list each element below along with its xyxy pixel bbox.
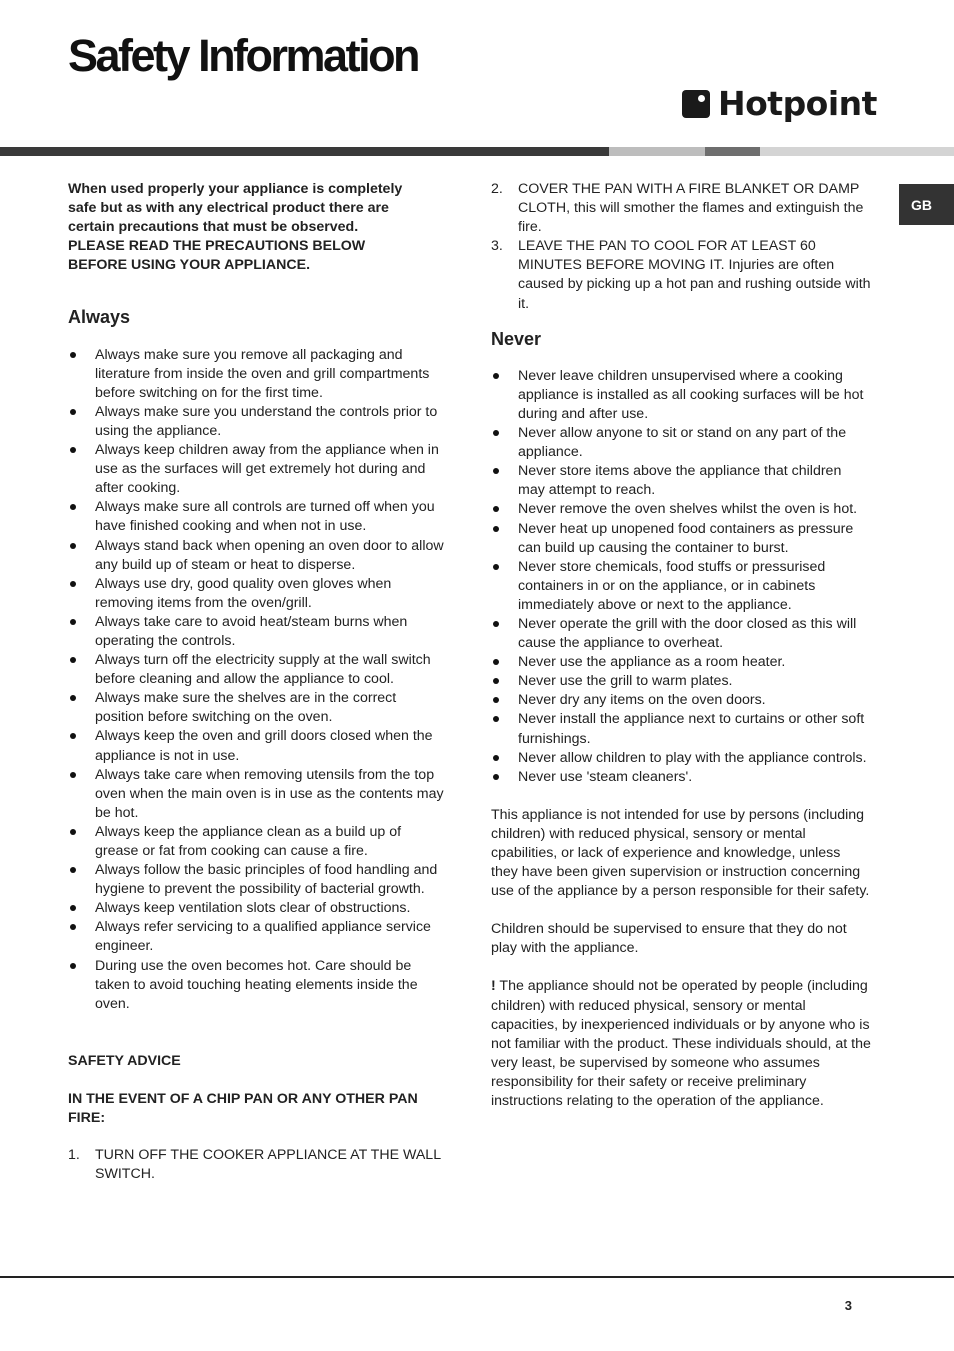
pan-fire-heading: IN THE EVENT OF A CHIP PAN OR ANY OTHER PAN FIRE: xyxy=(68,1090,418,1127)
always-item: During use the oven becomes hot. Care should be taken to avoid touching heating elements inside the oven. xyxy=(68,957,444,1014)
always-item: Always keep children away from the appliance when in use as the surfaces will get extremely hot during and after cooking. xyxy=(68,441,444,498)
always-item: Always keep ventilation slots clear of obstructions. xyxy=(68,899,444,918)
step-text: TURN OFF THE COOKER APPLIANCE AT THE WALL SWITCH. xyxy=(95,1147,441,1183)
header-rule-dark xyxy=(0,147,609,156)
pan-fire-step xyxy=(491,237,871,313)
intro-line: PLEASE READ THE PRECAUTIONS BELOW xyxy=(68,238,366,255)
pan-fire-step xyxy=(68,1146,444,1184)
never-item: Never operate the grill with the door closed as this will cause the appliance to overheat. xyxy=(491,615,871,653)
never-item: Never allow anyone to sit or stand on any part of the appliance. xyxy=(491,424,871,462)
header-rule-pale xyxy=(760,147,954,156)
page-title: Safety Information xyxy=(68,30,419,81)
never-item: Never heat up unopened food containers as pressure can build up causing the container to burst. xyxy=(491,520,871,558)
hotpoint-logo-icon xyxy=(682,90,710,118)
step-number: 3. xyxy=(491,238,503,255)
intro-line: BEFORE USING YOUR APPLIANCE. xyxy=(68,257,311,274)
brand-logo xyxy=(682,84,877,128)
safety-advice-heading: SAFETY ADVICE xyxy=(68,1052,181,1069)
always-item: Always turn off the electricity supply at the wall switch before cleaning and allow the appliance to cool. xyxy=(68,651,444,689)
pan-fire-step xyxy=(491,180,871,237)
intro-text xyxy=(68,180,444,275)
never-item: Never leave children unsupervised where a cooking appliance is installed as all cooking surfaces will be hot during and after use. xyxy=(491,367,871,424)
always-item: Always use dry, good quality oven gloves when removing items from the oven/grill. xyxy=(68,575,444,613)
always-item: Always refer servicing to a qualified appliance service engineer. xyxy=(68,918,444,956)
always-item: Always make sure you understand the controls prior to using the appliance. xyxy=(68,403,444,441)
step-number: 2. xyxy=(491,181,503,197)
always-heading: Always xyxy=(68,307,131,328)
intro-line: safe but as with any electrical product there are xyxy=(68,200,389,217)
brand-name: Hotpoint xyxy=(718,84,877,123)
page-number: 3 xyxy=(844,1298,852,1313)
never-item: Never use 'steam cleaners'. xyxy=(491,768,871,787)
never-item: Never use the appliance as a room heater. xyxy=(491,653,871,672)
step-text: COVER THE PAN WITH A FIRE BLANKET OR DAMP CLOTH, this will smother the flames and extinguish the fire. xyxy=(518,181,864,236)
footer-rule xyxy=(0,1276,954,1278)
never-item: Never install the appliance next to curtains or other soft furnishings. xyxy=(491,710,871,748)
never-list xyxy=(491,367,871,787)
always-item: Always make sure the shelves are in the correct position before switching on the oven. xyxy=(68,689,444,727)
never-item: Never use the grill to warm plates. xyxy=(491,672,871,691)
always-item: Always keep the appliance clean as a build up of grease or fat from cooking can cause a fire. xyxy=(68,823,444,861)
intro-line: certain precautions that must be observed. xyxy=(68,219,359,236)
never-heading: Never xyxy=(491,328,542,349)
warning-paragraph xyxy=(491,977,871,1111)
always-item: Always keep the oven and grill doors closed when the appliance is not in use. xyxy=(68,727,444,765)
always-item: Always take care when removing utensils from the top oven when the main oven is in use as the contents may be hot. xyxy=(68,766,444,823)
intro-line: When used properly your appliance is completely xyxy=(68,181,403,197)
capabilities-paragraph: This appliance is not intended for use by persons (including children) with reduced physical, sensory or mental cpabilities, or lack of experience and knowledge, unless they have been given supervision or instruction concerning use of the appliance by a person responsible for their safety. xyxy=(491,806,870,900)
always-item: Always make sure all controls are turned off when you have finished cooking and when not in use. xyxy=(68,498,444,536)
step-number: 1. xyxy=(68,1147,80,1164)
left-column xyxy=(68,180,444,1184)
always-item: Always follow the basic principles of food handling and hygiene to prevent the possibility of bacterial growth. xyxy=(68,861,444,899)
never-item: Never store items above the appliance that children may attempt to reach. xyxy=(491,462,871,500)
pan-fire-steps-continued xyxy=(491,180,871,314)
warning-mark: ! xyxy=(491,978,496,995)
never-item: Never store chemicals, food stuffs or pressurised containers in or on the appliance, or in cabinets immediately above or next to the appliance. xyxy=(491,558,871,615)
warning-text: The appliance should not be operated by people (including children) with reduced physical, sensory or mental capacities, by inexperienced individuals or by anyone who is not familiar with the product. These individuals should, at the very least, be supervised by someone who assumes responsibility for their safety or receive preliminary instructions relating to the operation of the appliance. xyxy=(491,978,871,1110)
right-column xyxy=(491,180,871,1111)
header-rule-mid xyxy=(705,147,760,156)
header-rule-light xyxy=(609,147,705,156)
step-text: LEAVE THE PAN TO COOL FOR AT LEAST 60 MINUTES BEFORE MOVING IT. Injuries are often caused by picking up a hot pan and rushing outside with it. xyxy=(518,238,871,312)
language-tab: GB xyxy=(899,184,954,225)
always-item: Always make sure you remove all packaging and literature from inside the oven and grill compartments before switching on for the first time. xyxy=(68,346,444,403)
always-item: Always stand back when opening an oven door to allow any build up of steam or heat to disperse. xyxy=(68,537,444,575)
pan-fire-steps xyxy=(68,1146,444,1184)
always-list xyxy=(68,346,444,1014)
supervision-paragraph: Children should be supervised to ensure that they do not play with the appliance. xyxy=(491,921,847,957)
always-item: Always take care to avoid heat/steam burns when operating the controls. xyxy=(68,613,444,651)
never-item: Never remove the oven shelves whilst the oven is hot. xyxy=(491,500,871,519)
never-item: Never dry any items on the oven doors. xyxy=(491,691,871,710)
never-item: Never allow children to play with the appliance controls. xyxy=(491,749,871,768)
